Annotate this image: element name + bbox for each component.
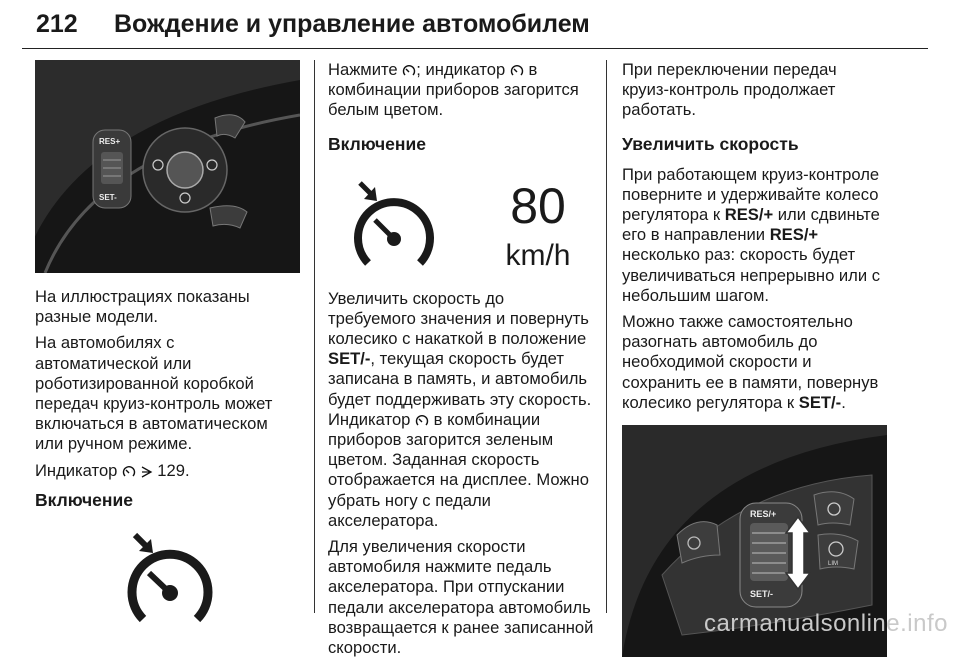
lim-label: LIM [828, 561, 839, 568]
steering-wheel-controls-photo [35, 60, 300, 273]
cruise-control-icon [510, 64, 524, 78]
indicator-reference: Индикатор 129. [35, 460, 190, 480]
watermark: carmanualsonline.info [704, 610, 948, 637]
reference-arrow-icon [141, 465, 153, 479]
res-label: RES/+ [750, 509, 777, 520]
cruise-control-icon [402, 64, 416, 78]
paragraph: На автомобилях с автоматической или роботизированной коробкой передач круиз-контроль может включаться в автоматическом или ручном режиме. [35, 333, 273, 454]
paragraph: При переключении передач круиз-контроль продолжает работать. [622, 60, 837, 120]
set-button-ref: SET/- [328, 349, 371, 369]
set-button-ref: SET/- [798, 392, 842, 412]
res-button-ref: RES/+ [769, 225, 819, 245]
res-label: RES+ [99, 137, 121, 146]
paragraph: При работающем круиз-контроле поверните и удерживайте колесо регулятора к RES/+ или сдвиньте его в направлении RES/+ несколько раз: скорость будет увеличиваться непрерывно или с небольшим шагом. [622, 164, 881, 305]
cruise-control-icon [122, 465, 136, 479]
section-heading: Включение [35, 489, 133, 510]
display-speed: 80 [510, 177, 566, 234]
cruise-control-icon [415, 414, 429, 428]
set-label: SET- [99, 193, 117, 202]
paragraph: Можно также самостоятельно разогнать автомобиль до необходимой скорости и сохранить ее в памяти, повернув колесико регулятора к SET/-. [622, 312, 879, 412]
res-button-ref: RES/+ [724, 205, 774, 225]
page-title: Вождение и управление автомобилем [114, 10, 590, 38]
cruise-control-indicator-figure [35, 521, 300, 629]
column-divider [606, 60, 607, 613]
page-number: 212 [36, 10, 78, 38]
section-heading: Включение [328, 133, 426, 154]
set-label: SET/- [750, 589, 774, 600]
paragraph: Нажмите ; индикатор в комбинации приборов загорится белым цветом. [328, 60, 579, 120]
column-2 [328, 60, 596, 664]
section-heading: Увеличить скорость [622, 133, 799, 154]
paragraph: Увеличить скорость до требуемого значения и повернуть колесико с накаткой в положение SET/-, текущая скорость будет записана в память, и автомобиль будет поддерживать эту скорость. Индикатор в комбинации приборов загорится зеленым цветом. Заданная скорость отображается на дисплее. Можно убрать ногу с педали акселератора. [328, 288, 592, 530]
display-unit: km/h [505, 238, 571, 272]
paragraph: На иллюстрациях показаны разные модели. [35, 287, 250, 327]
cruise-display-figure [328, 165, 596, 277]
paragraph: Для увеличения скорости автомобиля нажмите педаль акселератора. При отпускании педали акселератора автомобиль возвращается к ранее записанной скорости. [328, 537, 594, 658]
page-header [22, 8, 928, 49]
column-1 [35, 60, 300, 629]
column-divider [314, 60, 315, 613]
column-3 [622, 60, 887, 657]
